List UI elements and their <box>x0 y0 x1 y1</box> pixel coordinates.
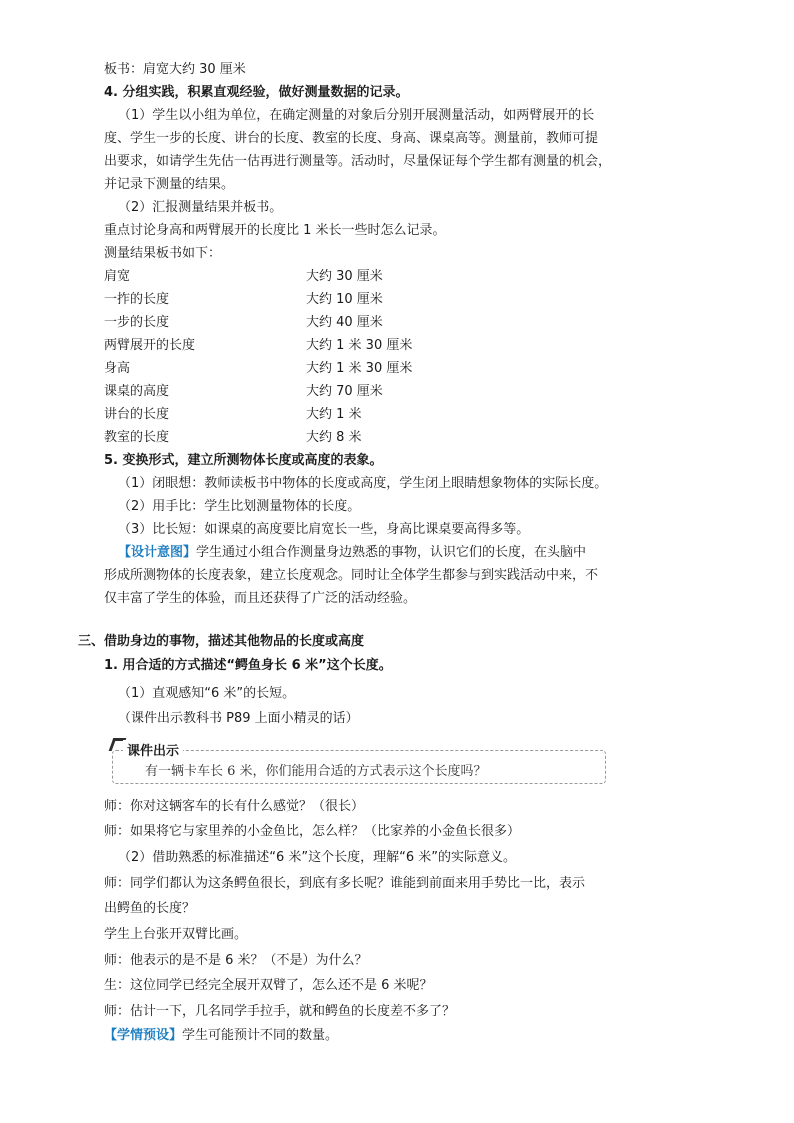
table-cell-value: 大约 1 米 30 厘米 <box>306 338 413 353</box>
paragraph: 仅丰富了学生的体验，而且还获得了广泛的活动经验。 <box>104 591 417 606</box>
section-3-heading: 三、借助身边的事物，描述其他物品的长度或高度 <box>78 634 365 649</box>
paragraph: 并记录下测量的结果。 <box>104 177 235 192</box>
paragraph: （1）直观感知“6 米”的长短。 <box>118 686 296 701</box>
table-cell-item: 课桌的高度 <box>104 384 170 399</box>
table-cell-value: 大约 40 厘米 <box>306 315 383 330</box>
paragraph: 度、学生一步的长度、讲台的长度、教室的长度、身高、课桌高等。测量前，教师可提 <box>104 131 599 146</box>
table-cell-value: 大约 70 厘米 <box>306 384 383 399</box>
courseware-callout <box>112 744 606 784</box>
paragraph: （1）闭眼想：教师读板书中物体的长度或高度，学生闭上眼睛想象物体的实际长度。 <box>118 476 608 491</box>
learning-preset-tag: 【学情预设】 <box>104 1028 183 1043</box>
design-intent <box>118 543 586 563</box>
callout-text: 有一辆卡车长 6 米，你们能用合适的方式表示这个长度吗？ <box>145 764 487 779</box>
dialogue-line: 生：这位同学已经完全展开双臂了，怎么还不是 6 米呢？ <box>104 978 433 993</box>
dialogue-line: 师：同学们都认为这条鳄鱼很长，到底有多长呢？谁能到前面来用手势比一比，表示 <box>104 876 586 891</box>
dialogue-line: 师：你对这辆客车的长有什么感觉？（很长） <box>104 799 365 814</box>
callout-label: 课件出示 <box>123 740 183 759</box>
table-cell-item: 两臂展开的长度 <box>104 338 196 353</box>
paragraph: （3）比长短：如课桌的高度要比肩宽长一些，身高比课桌要高得多等。 <box>118 522 530 537</box>
paragraph: （课件出示教科书 P89 上面小精灵的话） <box>118 711 359 726</box>
table-cell-value: 大约 1 米 30 厘米 <box>306 361 413 376</box>
dialogue-line: 出鳄鱼的长度？ <box>104 901 196 916</box>
dialogue-line: 师：他表示的是不是 6 米？（不是）为什么？ <box>104 953 368 968</box>
paragraph: （2）用手比：学生比划测量物体的长度。 <box>118 499 361 514</box>
table-cell-value: 大约 30 厘米 <box>306 269 383 284</box>
subsection-heading: 1. 用合适的方式描述“鳄鱼身长 6 米”这个长度。 <box>104 658 392 673</box>
paragraph: （1）学生以小组为单位，在确定测量的对象后分别开展测量活动，如两臂展开的长 <box>118 108 595 123</box>
paragraph: 形成所测物体的长度表象，建立长度观念。同时让全体学生都参与到实践活动中来，不 <box>104 568 599 583</box>
table-cell-item: 一拃的长度 <box>104 292 170 307</box>
section-5-heading: 5. 变换形式，建立所测物体长度或高度的表象。 <box>104 453 383 468</box>
learning-preset <box>104 1026 338 1046</box>
table-cell-item: 身高 <box>104 361 131 376</box>
board-note: 板书：肩宽大约 30 厘米 <box>104 62 246 77</box>
table-cell-value: 大约 1 米 <box>306 407 362 422</box>
paragraph: 学生上台张开双臂比画。 <box>104 927 248 942</box>
paragraph: （2）汇报测量结果并板书。 <box>118 200 283 215</box>
section-4-heading: 4. 分组实践，积累直观经验，做好测量数据的记录。 <box>104 85 409 100</box>
table-cell-item: 教室的长度 <box>104 430 170 445</box>
design-intent-tag: 【设计意图】 <box>118 545 197 560</box>
dialogue-line: 师：估计一下，几名同学手拉手，就和鳄鱼的长度差不多了？ <box>104 1004 456 1019</box>
table-cell-item: 肩宽 <box>104 269 131 284</box>
dialogue-line: 师：如果将它与家里养的小金鱼比，怎么样？（比家养的小金鱼长很多） <box>104 824 521 839</box>
table-cell-value: 大约 8 米 <box>306 430 362 445</box>
design-intent-text: 学生通过小组合作测量身边熟悉的事物，认识它们的长度，在头脑中 <box>196 545 587 560</box>
table-cell-item: 一步的长度 <box>104 315 170 330</box>
paragraph: 重点讨论身高和两臂展开的长度比 1 米长一些时怎么记录。 <box>104 223 446 238</box>
paragraph: 出要求，如请学生先估一估再进行测量等。活动时，尽量保证每个学生都有测量的机会， <box>104 154 612 169</box>
learning-preset-text: 学生可能预计不同的数量。 <box>182 1028 339 1043</box>
paragraph: 测量结果板书如下： <box>104 246 222 261</box>
table-cell-value: 大约 10 厘米 <box>306 292 383 307</box>
paragraph: （2）借助熟悉的标准描述“6 米”这个长度，理解“6 米”的实际意义。 <box>118 850 517 865</box>
table-cell-item: 讲台的长度 <box>104 407 170 422</box>
